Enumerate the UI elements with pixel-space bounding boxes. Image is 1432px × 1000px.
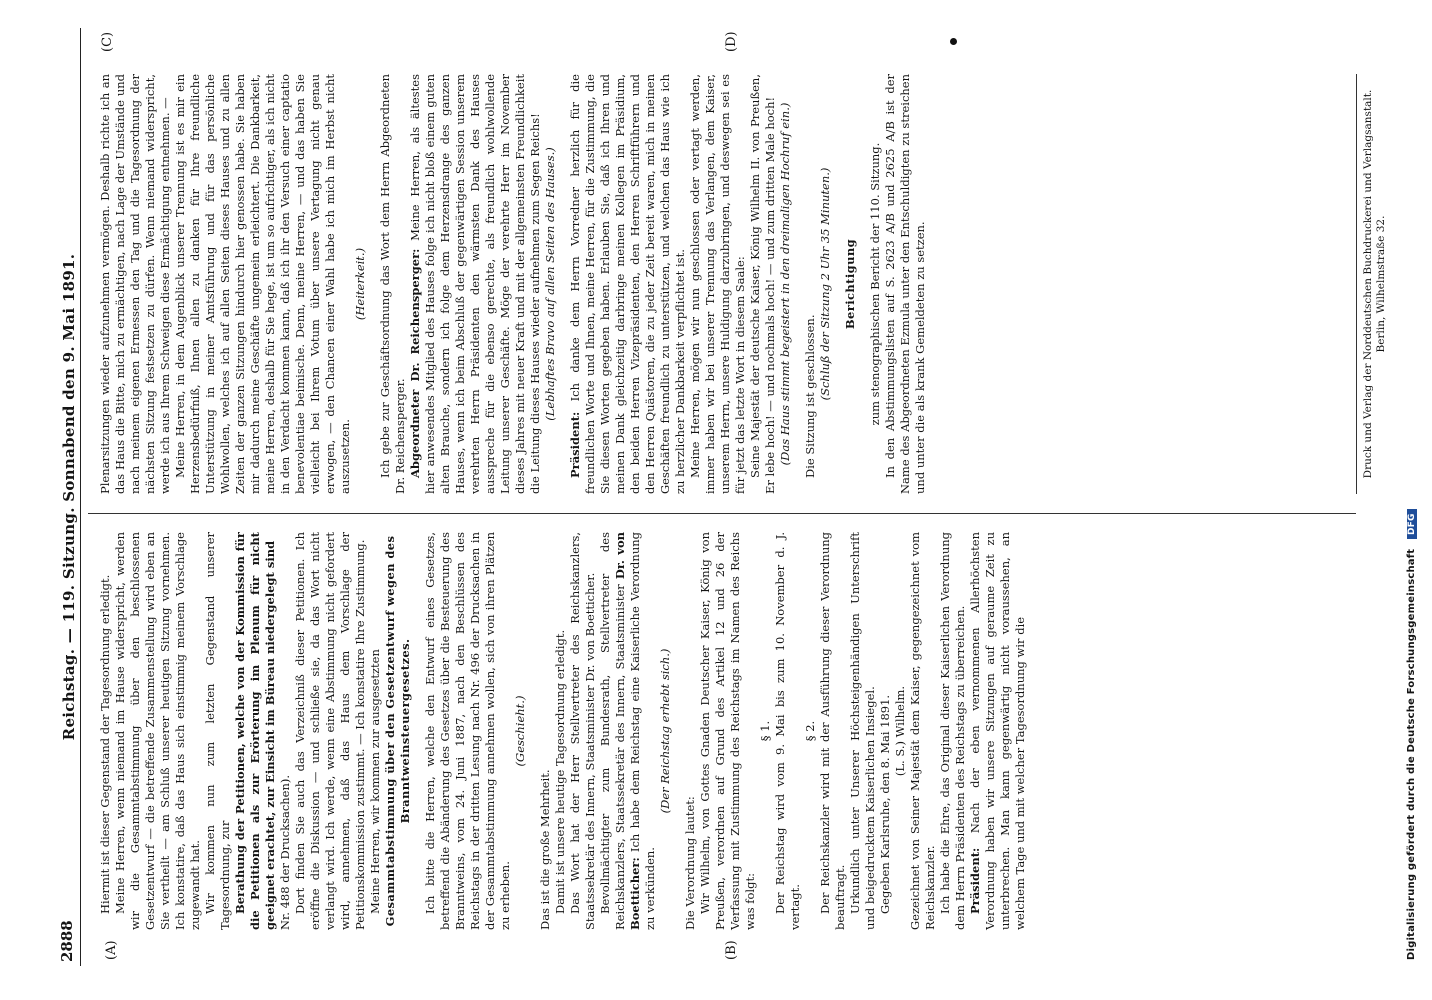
section-heading: Gesammtabstimmung über den Gesetzentwurf wegen des Branntweinsteuergesetzes. <box>383 535 412 927</box>
margin-marker-c: (C) <box>100 31 115 52</box>
paragraph: Ich bitte die Herren, welche den Entwurf eines Gesetzes, betreffend die Abänderung des Gesetzes über die Besteuerung des Branntweins, vom 24. Juni 1887, nach den Beschlüssen des Reichstags in der dritten Lesung nach Nr. 496 der Drucksachen in der Gesammtabstimmung annehmen wollen, sich von ihren Plätzen zu erheben. <box>423 532 512 930</box>
spacer <box>368 74 378 494</box>
stage-direction: (Lebhaftes Bravo auf allen Seiten des Hauses.) <box>543 147 557 421</box>
speaker-name: Präsident: <box>968 847 982 914</box>
right-text-column <box>98 74 928 494</box>
speaker-paragraph: Präsident: Ich danke dem Herrn Vorredner herzlich für die freundlichen Worte und Ihnen, meine Herren, für die Zustimmung, die Sie diesen Worten gegeben haben. Erlauben Sie, daß ich Ihren und meinen Dank gleichzeitig darbringe meinen Kollegen im Präsidium, den beiden Herren Vizepräsidenten, den Herren Schriftführern und den Herren Quästoren, die zu jeder Zeit bereit waren, mich in meinen Geschäften freundlich zu unterstützen, und welchen das Haus wie ich zu herzlicher Dankbarkeit verpflichtet ist. <box>568 74 687 494</box>
speaker-paragraph: Abgeordneter Dr. Reichensperger: Meine Herren, als ältestes hier anwesendes Mitglied des Hauses folge ich nicht bloß einem guten alten Brauche, sondern ich folge dem Herzensdrange des ganzen Hauses, wenn ich beim Abschluß der gegenwärtigen Session unserem verehrten Herrn Präsidenten den wärmsten Dank des Hauses ausspreche für die ebenso gerechte, als freundlich wohlwollende Leitung unserer Geschäfte. Möge der verehrte Herr im November dieses Jahres mit neuer Kraft und mit der allgemeinsten Freundlichkeit die Leitung dieses Hauses wieder aufnehmen zum Segen Reichs! <box>408 73 542 494</box>
header-rule <box>80 28 81 966</box>
paragraph: Wir Wilhelm, von Gottes Gnaden Deutscher Kaiser, König von Preußen, verordnen auf Grund des Artikel 12 und 26 der Verfassung mit Zustimmung des Reichstags im Namen des Reichs was folgt: <box>698 532 757 930</box>
centered-line: § 2. <box>803 720 817 742</box>
paragraph: Die Sitzung ist geschlossen. <box>803 314 817 478</box>
imprint-rule <box>1356 74 1357 494</box>
paragraph: Damit ist unsere heutige Tagesordnung erledigt. <box>553 629 567 914</box>
paragraph: Der Reichskanzler wird mit der Ausführung dieser Verordnung beauftragt. <box>818 532 847 930</box>
paragraph: Urkundlich unter Unserer Höchsteigenhändigen Unterschrift und beigedrucktem Kaiserlichen Insiegel. <box>848 532 877 930</box>
paragraph: Wir kommen nun zum letzten Gegenstand unserer Tagesordnung, zur <box>203 532 232 930</box>
centered-line: § 1. <box>758 720 772 742</box>
left-text-column <box>98 532 1028 930</box>
paragraph: Ich habe die Ehre, das Original dieser Kaiserlichen Verordnung dem Herrn Präsidenten des Reichstags zu überreichen. <box>938 532 967 930</box>
paragraph: Die Verordnung lautet: <box>683 796 697 930</box>
paragraph: Gegeben Karlsruhe, den 8. Mai 1891. <box>878 694 892 914</box>
page-header <box>0 28 80 966</box>
speaker-paragraph: Bevollmächtigter zum Bundesrath, Stellvertreter des Reichskanzlers, Staatssekretär des Innern, Staatsminister Dr. von Boetticher: Ich habe dem Reichstag eine Kaiserliche Verordnung zu verkünden. <box>598 531 657 930</box>
dfg-logo-icon: DFG <box>1407 509 1417 539</box>
paragraph: Meine Herren, wir kommen zur ausgesetzten <box>368 649 382 914</box>
stage-direction: (Das Haus stimmt begeistert in den dreimaligen Hochruf ein.) <box>778 102 792 466</box>
paragraph: Dort finden Sie auch das Verzeichniß dieser Petitionen. Ich eröffne die Diskussion — und schließe sie, da das Wort nicht verlangt wird. Ich werde, wenn eine Abstimmung nicht gefordert wird, annehmen, daß das Haus dem Vorschlage der Petitionskommission zustimmt. — Ich konstatire Ihre Zustimmung. <box>293 532 367 930</box>
page-number: 2888 <box>58 920 76 962</box>
ink-blot <box>950 38 957 45</box>
spacer <box>558 74 568 494</box>
speaker-name: Dr. von Boetticher: <box>613 531 642 930</box>
speaker-paragraph: Präsident: Nach der eben vernommenen Allerhöchsten Verordnung haben wir unsere Sitzungen auf geraume Zeit zu unterbrechen. Man kann gegenwärtig nicht voraussehen, an welchem Tage und mit welcher Tagesordnung wir die <box>968 532 1027 930</box>
running-title: Reichstag. — 119. Sitzung. Sonnabend den 9. Mai 1891. <box>60 253 78 741</box>
paragraph: Ich gebe zur Geschäftsordnung das Wort dem Herrn Abgeordneten Dr. Reichensperger. <box>378 74 407 494</box>
digitization-note: Digitalisierung gefördert durch die Deutsche Forschungsgemeinschaft <box>1406 548 1417 960</box>
paragraph: Seine Majestät der deutsche Kaiser, König Wilhelm II. von Preußen, Er lebe hoch! — und nochmals hoch! — und zum dritten Male hoch! <box>748 74 777 494</box>
paragraph: Meine Herren, in dem Augenblick unserer Trennung ist es mir ein Herzensbedürfniß, Ihnen allen zu danken für Ihre freundliche Unterstützung in meiner Amtsführung und für das persönliche Wohlwollen, welches ich auf allen Seiten dieses Hauses und zu allen Zeiten der ganzen Sitzungen hindurch hier genossen habe. Sie haben mir dadurch meine Geschäfte ungemein erleichtert. Die Dankbarkeit, meine Herren, deshalb für Sie hege, ist um so aufrichtiger, als ich nicht in den Verdacht kommen kann, daß ich ihr den Versuch einer captatio benevolentiae beimische. Denn, meine Herren, — und das haben Sie vielleicht bei Ihrem Votum über unsere Vertagung nicht genau erwogen, — den Chancen einer Wahl habe ich mich im Herbst nicht auszusetzen. <box>173 74 352 494</box>
section-heading: Berichtigung <box>843 238 857 330</box>
stage-direction: (Der Reichstag erhebt sich.) <box>658 648 672 814</box>
stage-direction: (Heiterkeit.) <box>353 247 367 321</box>
spacer <box>793 74 803 494</box>
paragraph: Der Reichstag wird vom 9. Mai bis zum 10. November d. J. vertagt. <box>773 532 802 930</box>
printer-imprint: Druck und Verlag der Norddeutschen Buchdruckerei und Verlagsanstalt. Berlin, Wilhelmstraße 32. <box>1362 89 1387 479</box>
paragraph: In den Abstimmungslisten auf S. 2623 A/B und 2625 A/B ist der Name des Abgeordneten Ezmula unter den Entschuldigten zu streichen und unter die als krank Gemeldeten zu setzen. <box>883 74 927 494</box>
centered-line: (L. S.) Wilhelm. <box>893 685 907 777</box>
column-divider <box>88 513 1356 514</box>
margin-marker-b: (B) <box>724 940 739 960</box>
paragraph: Gezeichnet von Seiner Majestät dem Kaiser, gegengezeichnet vom Reichskanzler. <box>908 532 937 930</box>
speaker-name: Präsident: <box>568 411 582 478</box>
margin-marker-a: (A) <box>104 940 119 960</box>
paragraph: Das Wort hat der Herr Stellvertreter des Reichskanzlers, Staatssekretär des Innern, Staatsminister Dr. von Boetticher. <box>568 532 597 930</box>
paragraph: Meine Herren, mögen wir nun geschlossen oder vertagt werden, immer haben wir bei unserer Trennung das Verlangen, dem Kaiser, unserem Herrn, unsere Huldigung darzubringen, und deswegen sei es für jetzt das letzte Wort in diesem Saale: <box>688 74 747 494</box>
spacer <box>673 532 683 930</box>
spacer <box>833 74 843 494</box>
paragraph: Plenarsitzungen wieder aufzunehmen vermögen. Deshalb richte ich an das Haus die Bitte, mich zu ermächtigen, nach Lage der Umstände und nach meinem eigenen Ermessen den Tag und die Tagesordnung der nächsten Sitzung festsetzen zu dürfen. Wenn niemand widerspricht, werde ich aus Ihrem Schweigen diese Ermächtigung entnehmen. — <box>98 74 172 494</box>
paragraph: Nr. 488 der Drucksachen). <box>278 774 292 930</box>
paragraph: Meine Herren, wenn niemand im Hause widerspricht, werden wir die Gesammtabstimmung über den beschlossenen Gesetzentwurf — die betreffende Zusammenstellung wird eben an Sie vertheilt — am Schluß unserer heutigen Sitzung vornehmen. Ich konstatire, daß das Haus sich einstimmig meinem Vorschlage zugewandt hat. <box>113 532 202 930</box>
spacer <box>858 74 868 494</box>
bold-paragraph: Berathung der Petitionen, welche von der Kommission für die Petitionen als zur Erörterung im Plenum für nicht geeignet erachtet, zur Einsicht im Büreau niedergelegt sind <box>233 532 277 930</box>
speaker-name: Abgeordneter Dr. Reichensperger: <box>408 248 422 478</box>
stage-direction: (Geschieht.) <box>513 695 527 767</box>
centered-line: zum stenographischen Bericht der 110. Sitzung. <box>868 142 882 426</box>
stage-direction: (Schluß der Sitzung 2 Uhr 35 Minuten.) <box>818 167 832 401</box>
paragraph: Hiermit ist dieser Gegenstand der Tagesordnung erledigt. <box>98 574 112 914</box>
margin-marker-d: (D) <box>724 31 739 52</box>
spacer <box>413 532 423 930</box>
spacer <box>528 532 538 930</box>
paragraph: Das ist die große Mehrheit. <box>538 769 552 930</box>
digitization-footer <box>1406 20 1417 960</box>
